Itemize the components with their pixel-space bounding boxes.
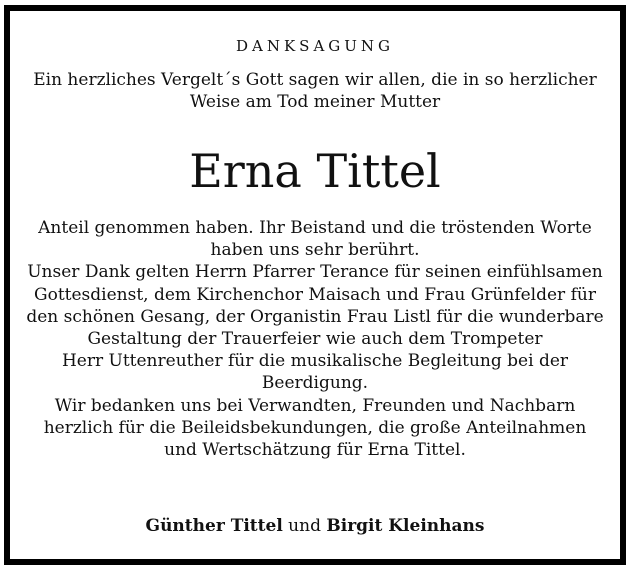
- body-line: Anteil genommen haben. Ihr Beistand und die tröstenden Worte: [38, 218, 592, 238]
- body-line: und Wertschätzung für Erna Tittel.: [164, 440, 466, 461]
- notice-heading: DANKSAGUNG: [235, 37, 395, 55]
- body-line: haben uns sehr berührt.: [210, 240, 420, 261]
- signature: [10, 515, 620, 537]
- body-text: [10, 217, 620, 461]
- notice-frame: [4, 5, 626, 565]
- intro-line: Weise am Tod meiner Mutter: [189, 92, 441, 112]
- intro-text: [10, 69, 620, 113]
- body-line: Gestaltung der Trauerfeier wie auch dem Trompeter: [87, 329, 543, 350]
- body-line: Wir bedanken uns bei Verwandten, Freunden und Nachbarn: [54, 395, 576, 416]
- body-line: herzlich für die Beileidsbekundungen, die große Anteilnahmen: [43, 417, 587, 438]
- deceased-name: Erna Tittel: [189, 144, 441, 198]
- body-line: den schönen Gesang, der Organistin Frau Listl für die wunderbare: [26, 306, 604, 327]
- signature-name-1: Günther Tittel: [145, 516, 283, 536]
- body-line: Gottesdienst, dem Kirchenchor Maisach und Frau Grünfelder für: [34, 284, 596, 305]
- signature-connector: und: [282, 516, 327, 536]
- body-line: Herr Uttenreuther für die musikalische Begleitung bei der: [61, 351, 569, 372]
- signature-name-2: Birgit Kleinhans: [326, 516, 485, 536]
- intro-line: Ein herzliches Vergelt´s Gott sagen wir allen, die in so herzlicher: [33, 70, 597, 90]
- body-line: Unser Dank gelten Herrn Pfarrer Terance für seinen einfühlsamen: [27, 262, 603, 283]
- body-line: Beerdigung.: [261, 373, 369, 394]
